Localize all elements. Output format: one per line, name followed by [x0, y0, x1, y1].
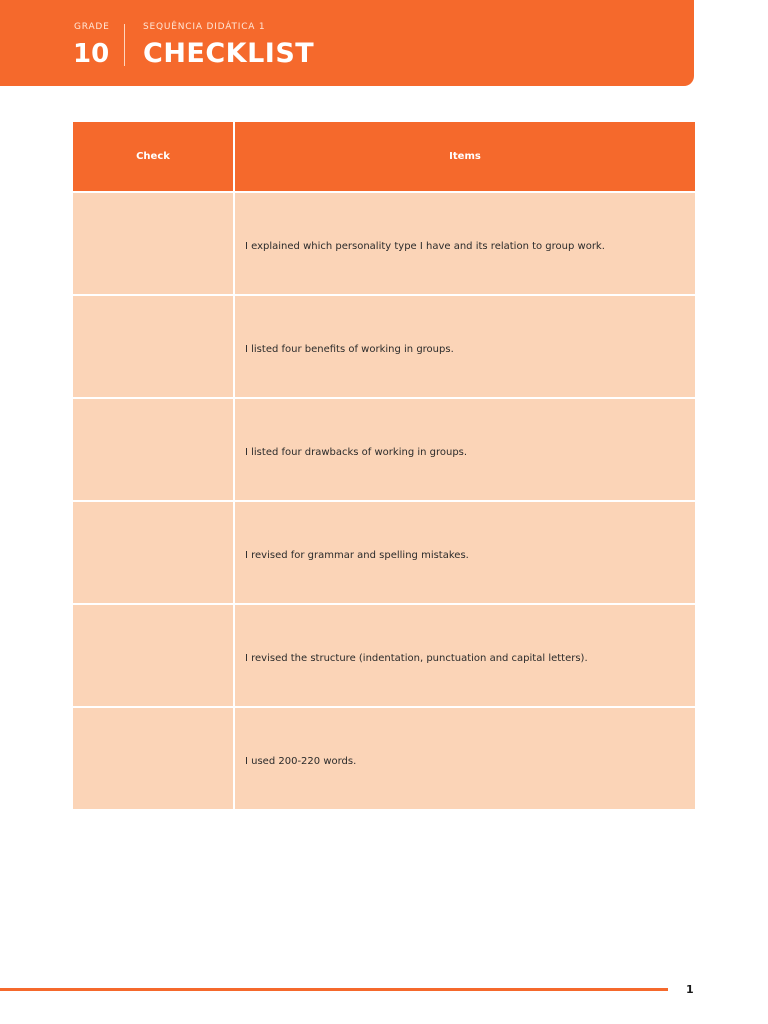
- item-cell: [234, 501, 695, 604]
- item-text: I listed four drawbacks of working in groups.: [245, 447, 468, 458]
- item-cell: [234, 604, 695, 707]
- table-row: [73, 398, 695, 501]
- item-cell: [234, 192, 695, 295]
- page-number: 1: [686, 983, 694, 996]
- checklist-table: [73, 122, 695, 809]
- table-row: [73, 707, 695, 809]
- table-row: [73, 295, 695, 398]
- table-row: [73, 501, 695, 604]
- grade-label: GRADE: [74, 22, 110, 32]
- footer-rule: [0, 988, 668, 991]
- item-text: I explained which personality type I have and its relation to group work.: [245, 241, 605, 252]
- header-divider: [124, 24, 125, 66]
- check-cell[interactable]: [73, 192, 234, 295]
- item-cell: [234, 295, 695, 398]
- check-cell[interactable]: [73, 604, 234, 707]
- check-cell[interactable]: [73, 501, 234, 604]
- page-title: CHECKLIST: [143, 38, 315, 69]
- item-cell: [234, 398, 695, 501]
- check-cell[interactable]: [73, 295, 234, 398]
- table-row: [73, 604, 695, 707]
- check-cell[interactable]: [73, 707, 234, 809]
- header-banner: [0, 0, 694, 86]
- column-header-check: Check: [73, 122, 234, 192]
- sequence-label: SEQUÊNCIA DIDÁTICA 1: [143, 22, 266, 32]
- item-text: I revised for grammar and spelling mistakes.: [245, 550, 469, 561]
- item-text: I used 200-220 words.: [245, 756, 357, 767]
- column-header-items: Items: [234, 122, 695, 192]
- grade-number: 10: [73, 39, 110, 69]
- check-cell[interactable]: [73, 398, 234, 501]
- table-row: [73, 192, 695, 295]
- item-text: I listed four benefits of working in groups.: [245, 344, 454, 355]
- table-header-row: [73, 122, 695, 192]
- item-text: I revised the structure (indentation, punctuation and capital letters).: [245, 653, 588, 664]
- item-cell: [234, 707, 695, 809]
